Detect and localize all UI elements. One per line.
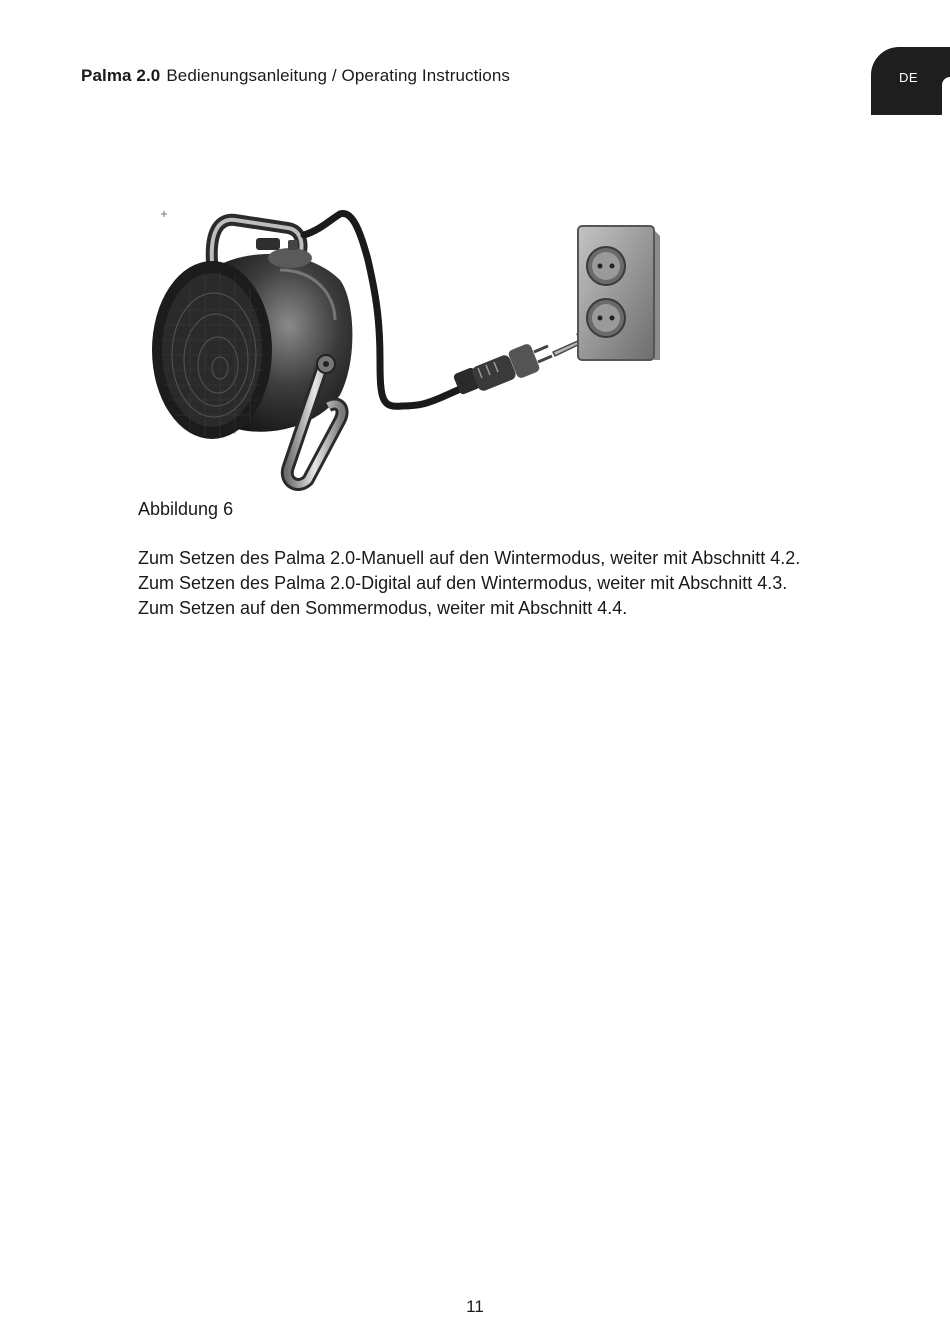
heater-illustration — [140, 200, 680, 495]
instruction-line: Zum Setzen des Palma 2.0-Digital auf den Wintermodus, weiter mit Abschnitt 4.3. — [138, 573, 788, 593]
wall-socket — [578, 226, 660, 360]
language-tab — [871, 47, 950, 115]
language-label: DE — [899, 70, 919, 85]
figure-heater-plug — [140, 200, 680, 495]
instruction-text — [138, 546, 800, 621]
figure-caption: Abbildung 6 — [138, 499, 234, 519]
tab-notch — [942, 77, 950, 115]
page-number: 11 — [466, 1297, 484, 1316]
page-header — [81, 66, 510, 86]
front-grille — [152, 261, 272, 439]
registration-mark — [161, 211, 167, 217]
power-plug — [453, 343, 552, 396]
instruction-line: Zum Setzen des Palma 2.0-Manuell auf den Wintermodus, weiter mit Abschnitt 4.2. — [138, 548, 801, 568]
document-title: Bedienungsanleitung / Operating Instructions — [166, 66, 511, 85]
product-name: Palma 2.0 — [81, 66, 161, 85]
instruction-line: Zum Setzen auf den Sommermodus, weiter mit Abschnitt 4.4. — [138, 598, 628, 618]
